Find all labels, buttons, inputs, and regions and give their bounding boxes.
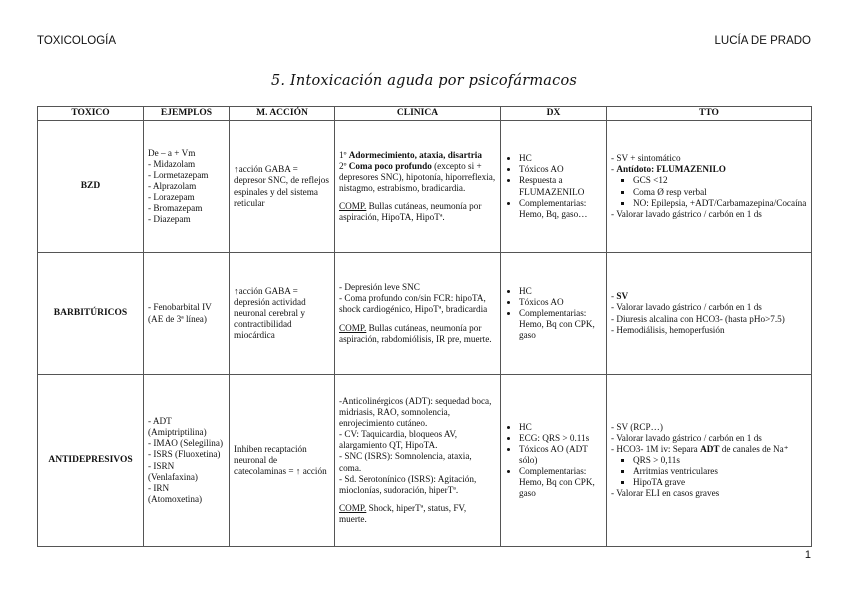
ejemplo-line: - ADT (Amiptriptilina)	[148, 416, 207, 438]
ejemplo-line: - Bromazepam	[148, 203, 203, 214]
dx-item: • Respuesta a FLUMAZENILO	[519, 175, 602, 197]
toxico-cell: ANTIDEPRESIVOS	[38, 375, 144, 547]
dx-item: • Tóxicos AO	[519, 297, 602, 308]
tto-sub-item: ▪ GCS <12	[633, 175, 807, 186]
header-left: TOXICOLOGÍA	[37, 35, 117, 47]
tto-line: - SV + sintomático	[611, 153, 681, 164]
tto-line: - Valorar ELI en casos graves	[611, 488, 720, 499]
page-number: 1	[804, 549, 811, 561]
tto-line: - Diuresis alcalina con HCO3- (hasta pHo>7.5)	[611, 313, 785, 324]
intoxication-table	[37, 106, 812, 547]
clinica-line: -Anticolinérgicos (ADT): sequedad boca, midriasis, RAO, somnolencia, enrojecimiento cutáneo.	[339, 396, 492, 429]
toxico-cell: BZD	[38, 121, 144, 253]
tto-cell	[607, 121, 812, 253]
tto-cell	[607, 253, 812, 375]
accion-cell: ↑acción GABA = depresor SNC, de reflejos espinales y del sistema reticular	[230, 121, 335, 253]
clinica-line: - SNC (ISRS): Somnolencia, ataxia, coma.	[339, 451, 472, 473]
header-right: LUCÍA DE PRADO	[714, 35, 811, 47]
complications: COMP. Bullas cutáneas, neumonía por aspiración, HipoTA, HipoTª.	[339, 201, 482, 223]
dx-item: • Tóxicos AO (ADT sólo)	[519, 444, 602, 466]
toxico-cell: BARBITÚRICOS	[38, 253, 144, 375]
dx-item: • HC	[519, 153, 602, 164]
clinica-line: 2º Coma poco profundo (excepto si + depresores SNC), hipotonía, hiporreflexia, nistagmo, estrabismo, bradicardia.	[339, 160, 496, 193]
col-header-tto: TTO	[607, 107, 812, 121]
ejemplo-line: - Fenobarbital IV (AE de 3ª línea)	[148, 302, 212, 324]
ejemplos-cell	[144, 121, 230, 253]
col-header-dx: DX	[501, 107, 607, 121]
accion-cell: Inhiben recaptación neuronal de catecolaminas = ↑ acción	[230, 375, 335, 547]
dx-cell	[501, 253, 607, 375]
tto-line: - SV (RCP…)	[611, 421, 663, 432]
tto-line: - Valorar lavado gástrico / carbón en 1 ds	[611, 208, 762, 219]
ejemplo-line: - ISRN (Venlafaxina)	[148, 460, 198, 482]
col-header-toxico: TOXICO	[38, 107, 144, 121]
dx-item: • HC	[519, 286, 602, 297]
table-row	[38, 375, 812, 547]
ejemplo-line: - IRN (Atomoxetina)	[148, 482, 203, 504]
dx-item: • Complementarias: Hemo, Bq con CPK, gaso	[519, 308, 602, 341]
clinica-line: - Sd. Serotonínico (ISRS): Agitación, mioclonías, sudoración, hiperTª.	[339, 473, 477, 495]
tto-cell	[607, 375, 812, 547]
table-row	[38, 121, 812, 253]
complications: COMP. Shock, hiperTª, status, FV, muerte.	[339, 502, 467, 524]
clinica-cell	[335, 253, 501, 375]
ejemplo-line: De – a + Vm	[148, 147, 196, 158]
tto-line: - Antídoto: FLUMAZENILO	[611, 164, 726, 175]
dx-item: • Tóxicos AO	[519, 164, 602, 175]
tto-sub-item: ▪ Coma Ø resp verbal	[633, 187, 807, 198]
tto-sub-item: ▪ Arritmias ventriculares	[633, 466, 807, 477]
ejemplo-line: - ISRS (Fluoxetina)	[148, 449, 221, 460]
clinica-line: 1º Adormecimiento, ataxia, disartria	[339, 149, 482, 160]
tto-sub-item: ▪ NO: Epilepsia, +ADT/Carbamazepina/Cocaína	[633, 198, 807, 209]
table-row	[38, 253, 812, 375]
clinica-cell	[335, 121, 501, 253]
dx-cell	[501, 375, 607, 547]
table-header-row	[38, 107, 812, 121]
col-header-accion: M. ACCIÓN	[230, 107, 335, 121]
dx-item: • HC	[519, 422, 602, 433]
tto-line: - Hemodiálisis, hemoperfusión	[611, 324, 725, 335]
page-title: 5. Intoxicación aguda por psicofármacos	[270, 73, 578, 89]
tto-line: - Valorar lavado gástrico / carbón en 1 ds	[611, 302, 762, 313]
clinica-cell	[335, 375, 501, 547]
tto-sub-item: ▪ HipoTA grave	[633, 477, 807, 488]
ejemplos-cell	[144, 253, 230, 375]
dx-cell	[501, 121, 607, 253]
ejemplo-line: - Alprazolam	[148, 180, 197, 191]
complications: COMP. Bullas cutáneas, neumonía por aspiración, rabdomiólisis, IR pre, muerte.	[339, 322, 492, 344]
ejemplo-line: - Diazepam	[148, 214, 191, 225]
clinica-line: - Coma profundo con/sin FCR: hipoTA, shock cardiogénico, HipoTª, bradicardia	[339, 293, 488, 315]
tto-line: - Valorar lavado gástrico / carbón en 1 ds	[611, 432, 762, 443]
clinica-line: - Depresión leve SNC	[339, 282, 420, 293]
dx-item: • Complementarias: Hemo, Bq con CPK, gaso	[519, 466, 602, 499]
col-header-ejemplos: EJEMPLOS	[144, 107, 230, 121]
tto-line: - HCO3- 1M iv: Separa ADT de canales de Na⁺	[611, 443, 789, 454]
ejemplo-line: - Midazolam	[148, 158, 196, 169]
ejemplo-line: - Lormetazepam	[148, 169, 209, 180]
dx-item: • ECG: QRS > 0.11s	[519, 433, 602, 444]
ejemplo-line: - IMAO (Selegilina)	[148, 438, 224, 449]
col-header-clinica: CLINICA	[335, 107, 501, 121]
clinica-line: - CV: Taquicardia, bloqueos AV, alargamiento QT, HipoTA.	[339, 429, 458, 451]
ejemplos-cell	[144, 375, 230, 547]
accion-cell: ↑acción GABA = depresión actividad neuronal cerebral y contractibilidad miocárdica	[230, 253, 335, 375]
tto-sub-item: ▪ QRS > 0,11s	[633, 455, 807, 466]
tto-line: - SV	[611, 291, 629, 302]
dx-item: • Complementarias: Hemo, Bq, gaso…	[519, 198, 602, 220]
ejemplo-line: - Lorazepam	[148, 192, 195, 203]
